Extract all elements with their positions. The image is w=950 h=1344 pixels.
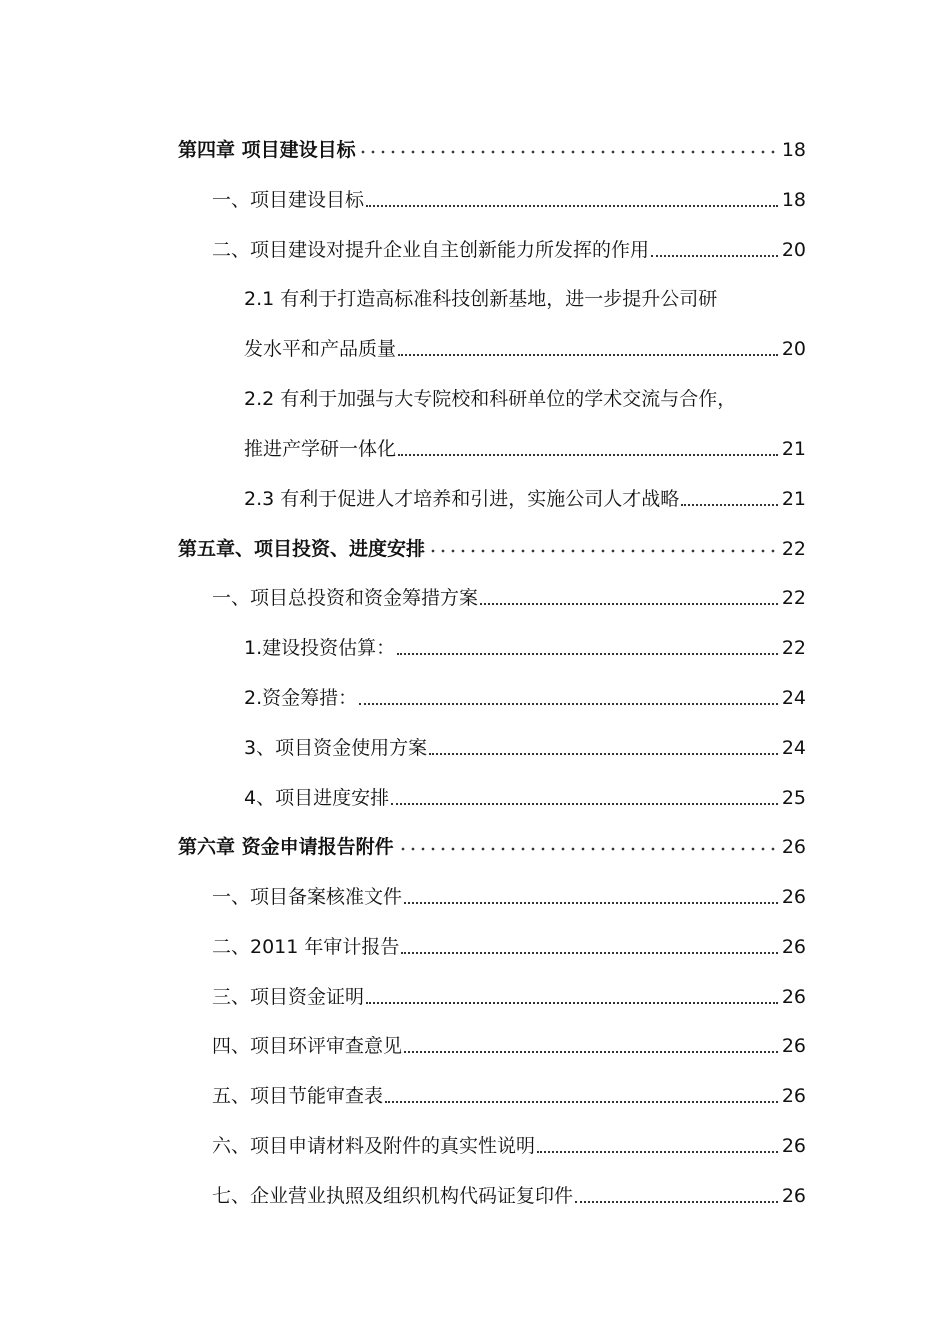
toc-page-number: 26 [781,1085,806,1107]
toc-entry-title: 一、项目备案核准文件 [212,886,403,908]
toc-dot-leader [537,1151,778,1153]
toc-entry-title: 二、2011 年审计报告 [212,936,400,958]
toc-page-number: 21 [781,438,806,460]
toc-dot-leader [575,1201,778,1203]
toc-entry[interactable] [0,431,950,467]
toc-page-number: 26 [781,936,806,958]
toc-page-number: 22 [781,538,806,560]
toc-entry[interactable] [0,630,950,666]
toc-entry[interactable] [0,580,950,616]
toc-entry-title: 推进产学研一体化 [244,438,397,460]
toc-entry[interactable] [0,232,950,268]
toc-page-number: 24 [781,737,806,759]
toc-entry-title: 二、项目建设对提升企业自主创新能力所发挥的作用 [212,239,650,261]
toc-entry[interactable] [0,929,950,965]
toc-page-number: 21 [781,488,806,510]
toc-page-number: 26 [781,836,806,858]
toc-page-number: 24 [781,687,806,709]
toc-entry[interactable] [0,1028,950,1064]
toc-dot-leader [427,549,778,553]
toc-entry-title: 2.3 有利于促进人才培养和引进，实施公司人才战略 [244,488,680,510]
toc-page-number: 18 [781,189,806,211]
toc-entry[interactable] [0,281,950,317]
toc-entry-title: 一、项目总投资和资金筹措方案 [212,587,479,609]
toc-chapter-entry[interactable] [0,132,950,168]
toc-dot-leader [480,603,778,605]
toc-page-number: 26 [781,1135,806,1157]
toc-entry-title: 第五章、项目投资、进度安排 [178,538,426,560]
toc-dot-leader [398,454,778,456]
toc-page-number: 20 [781,338,806,360]
toc-dot-leader [358,150,778,154]
toc-entry-title: 七、企业营业执照及组织机构代码证复印件 [212,1185,574,1207]
toc-entry-title: 3、项目资金使用方案 [244,737,428,759]
toc-dot-leader [404,902,778,904]
toc-dot-leader [397,653,778,655]
toc-entry-title: 第四章 项目建设目标 [178,139,356,161]
toc-entry-title: 发水平和产品质量 [244,338,397,360]
toc-entry-title: 4、项目进度安排 [244,787,390,809]
toc-entry-title: 一、项目建设目标 [212,189,365,211]
toc-entry-title: 三、项目资金证明 [212,986,365,1008]
toc-dot-leader [681,504,778,506]
toc-page-number: 26 [781,986,806,1008]
toc-entry-title: 1.建设投资估算： [244,637,396,659]
toc-entry[interactable] [0,879,950,915]
toc-page-number: 18 [781,139,806,161]
toc-page-number: 25 [781,787,806,809]
toc-entry-title: 五、项目节能审查表 [212,1085,384,1107]
toc-entry[interactable] [0,381,950,417]
toc-page-number: 26 [781,1185,806,1207]
toc-entry[interactable] [0,979,950,1015]
toc-dot-leader [359,703,778,705]
toc-entry[interactable] [0,331,950,367]
toc-entry-title: 四、项目环评审查意见 [212,1035,403,1057]
toc-dot-leader [401,952,778,954]
toc-entry[interactable] [0,780,950,816]
toc-entry-title: 六、项目申请材料及附件的真实性说明 [212,1135,536,1157]
toc-dot-leader [391,803,778,805]
toc-page-number: 20 [781,239,806,261]
toc-page-number: 26 [781,886,806,908]
toc-entry[interactable] [0,1078,950,1114]
toc-entry[interactable] [0,1178,950,1214]
toc-dot-leader [385,1101,778,1103]
toc-page-number: 22 [781,637,806,659]
toc-dot-leader [398,354,778,356]
toc-dot-leader [404,1051,778,1053]
toc-entry[interactable] [0,730,950,766]
toc-entry-title: 2.资金筹措： [244,687,358,709]
toc-dot-leader [651,255,778,257]
toc-entry[interactable] [0,680,950,716]
toc-chapter-entry[interactable] [0,531,950,567]
toc-entry[interactable] [0,1128,950,1164]
toc-page-number: 26 [781,1035,806,1057]
toc-chapter-entry[interactable] [0,829,950,865]
toc-entry-title: 第六章 资金申请报告附件 [178,836,394,858]
toc-dot-leader [366,205,778,207]
toc-entry-title: 2.2 有利于加强与大专院校和科研单位的学术交流与合作， [244,388,737,410]
toc-entry[interactable] [0,182,950,218]
toc-dot-leader [396,847,778,851]
toc-entry[interactable] [0,481,950,517]
toc-dot-leader [366,1002,778,1004]
toc-dot-leader [429,753,778,755]
toc-entry-title: 2.1 有利于打造高标准科技创新基地，进一步提升公司研 [244,288,718,310]
toc-page-number: 22 [781,587,806,609]
